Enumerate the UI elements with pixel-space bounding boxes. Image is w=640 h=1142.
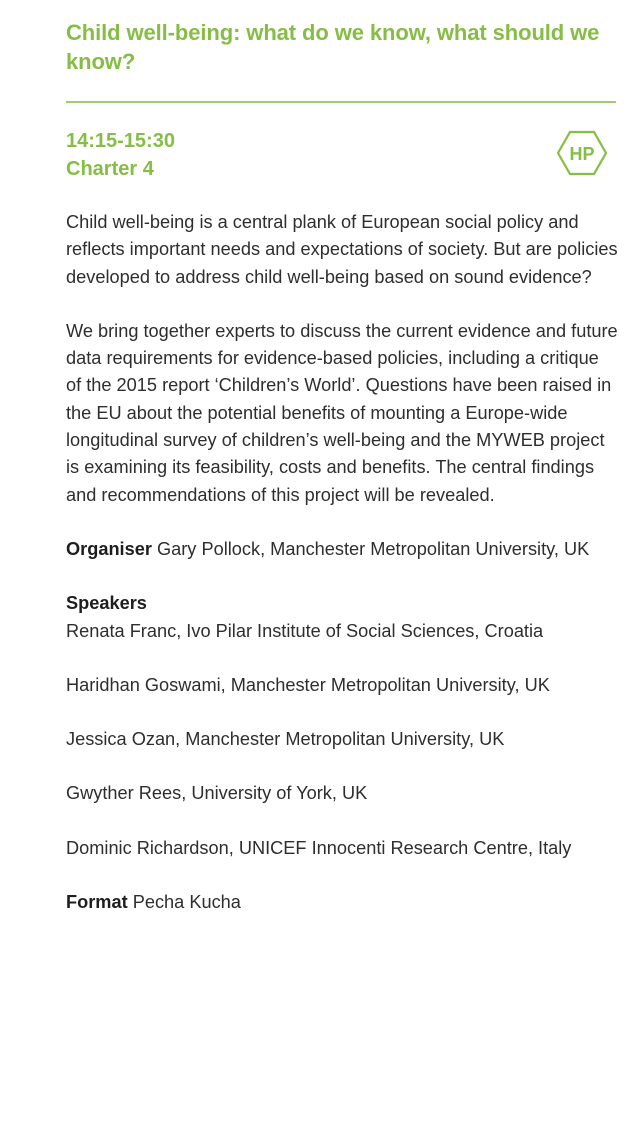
speaker-item: Gwyther Rees, University of York, UK xyxy=(66,783,368,804)
format-block xyxy=(66,889,618,916)
description-paragraph-2: We bring together experts to discuss the current evidence and future data requirements for evidence-based policies, including a critique of the 2015 report ‘Children’s World’. Questions have been raised in the EU about the potential benefits of mounting a Europe-wide longitudinal survey of children’s well-being and the MYWEB project is examining its feasibility, costs and benefits. The central findings and recommendations of this project will be revealed. xyxy=(66,320,618,505)
speaker-item: Dominic Richardson, UNICEF Innocenti Research Centre, Italy xyxy=(66,837,572,858)
organiser-value: Gary Pollock, Manchester Metropolitan University, UK xyxy=(156,538,590,559)
session-card xyxy=(66,0,618,913)
organiser-block xyxy=(66,536,618,563)
description-paragraph-1: Child well-being is a central plank of European social policy and reflects important needs and expectations of society. But are policies developed to address child well-being based on sound evidence? xyxy=(66,212,618,287)
speaker-item: Jessica Ozan, Manchester Metropolitan University, UK xyxy=(66,729,505,750)
hp-hexagon-badge xyxy=(556,130,608,176)
session-time: 14:15-15:30 xyxy=(66,130,175,152)
speaker-item: Haridhan Goswami, Manchester Metropolitan University, UK xyxy=(66,674,550,695)
session-body xyxy=(66,209,618,943)
badge-label: HP xyxy=(569,144,595,164)
title-divider xyxy=(66,101,616,103)
speakers-label: Speakers xyxy=(66,593,147,614)
session-title: Child well-being: what do we know, what should we know? xyxy=(66,20,600,74)
session-room: Charter 4 xyxy=(66,158,154,180)
format-label: Format xyxy=(66,892,128,913)
format-value: Pecha Kucha xyxy=(132,892,241,913)
speaker-item: Renata Franc, Ivo Pilar Institute of Social Sciences, Croatia xyxy=(66,620,544,641)
organiser-label: Organiser xyxy=(66,538,152,559)
hexagon-icon xyxy=(556,130,608,176)
session-meta xyxy=(66,127,618,183)
